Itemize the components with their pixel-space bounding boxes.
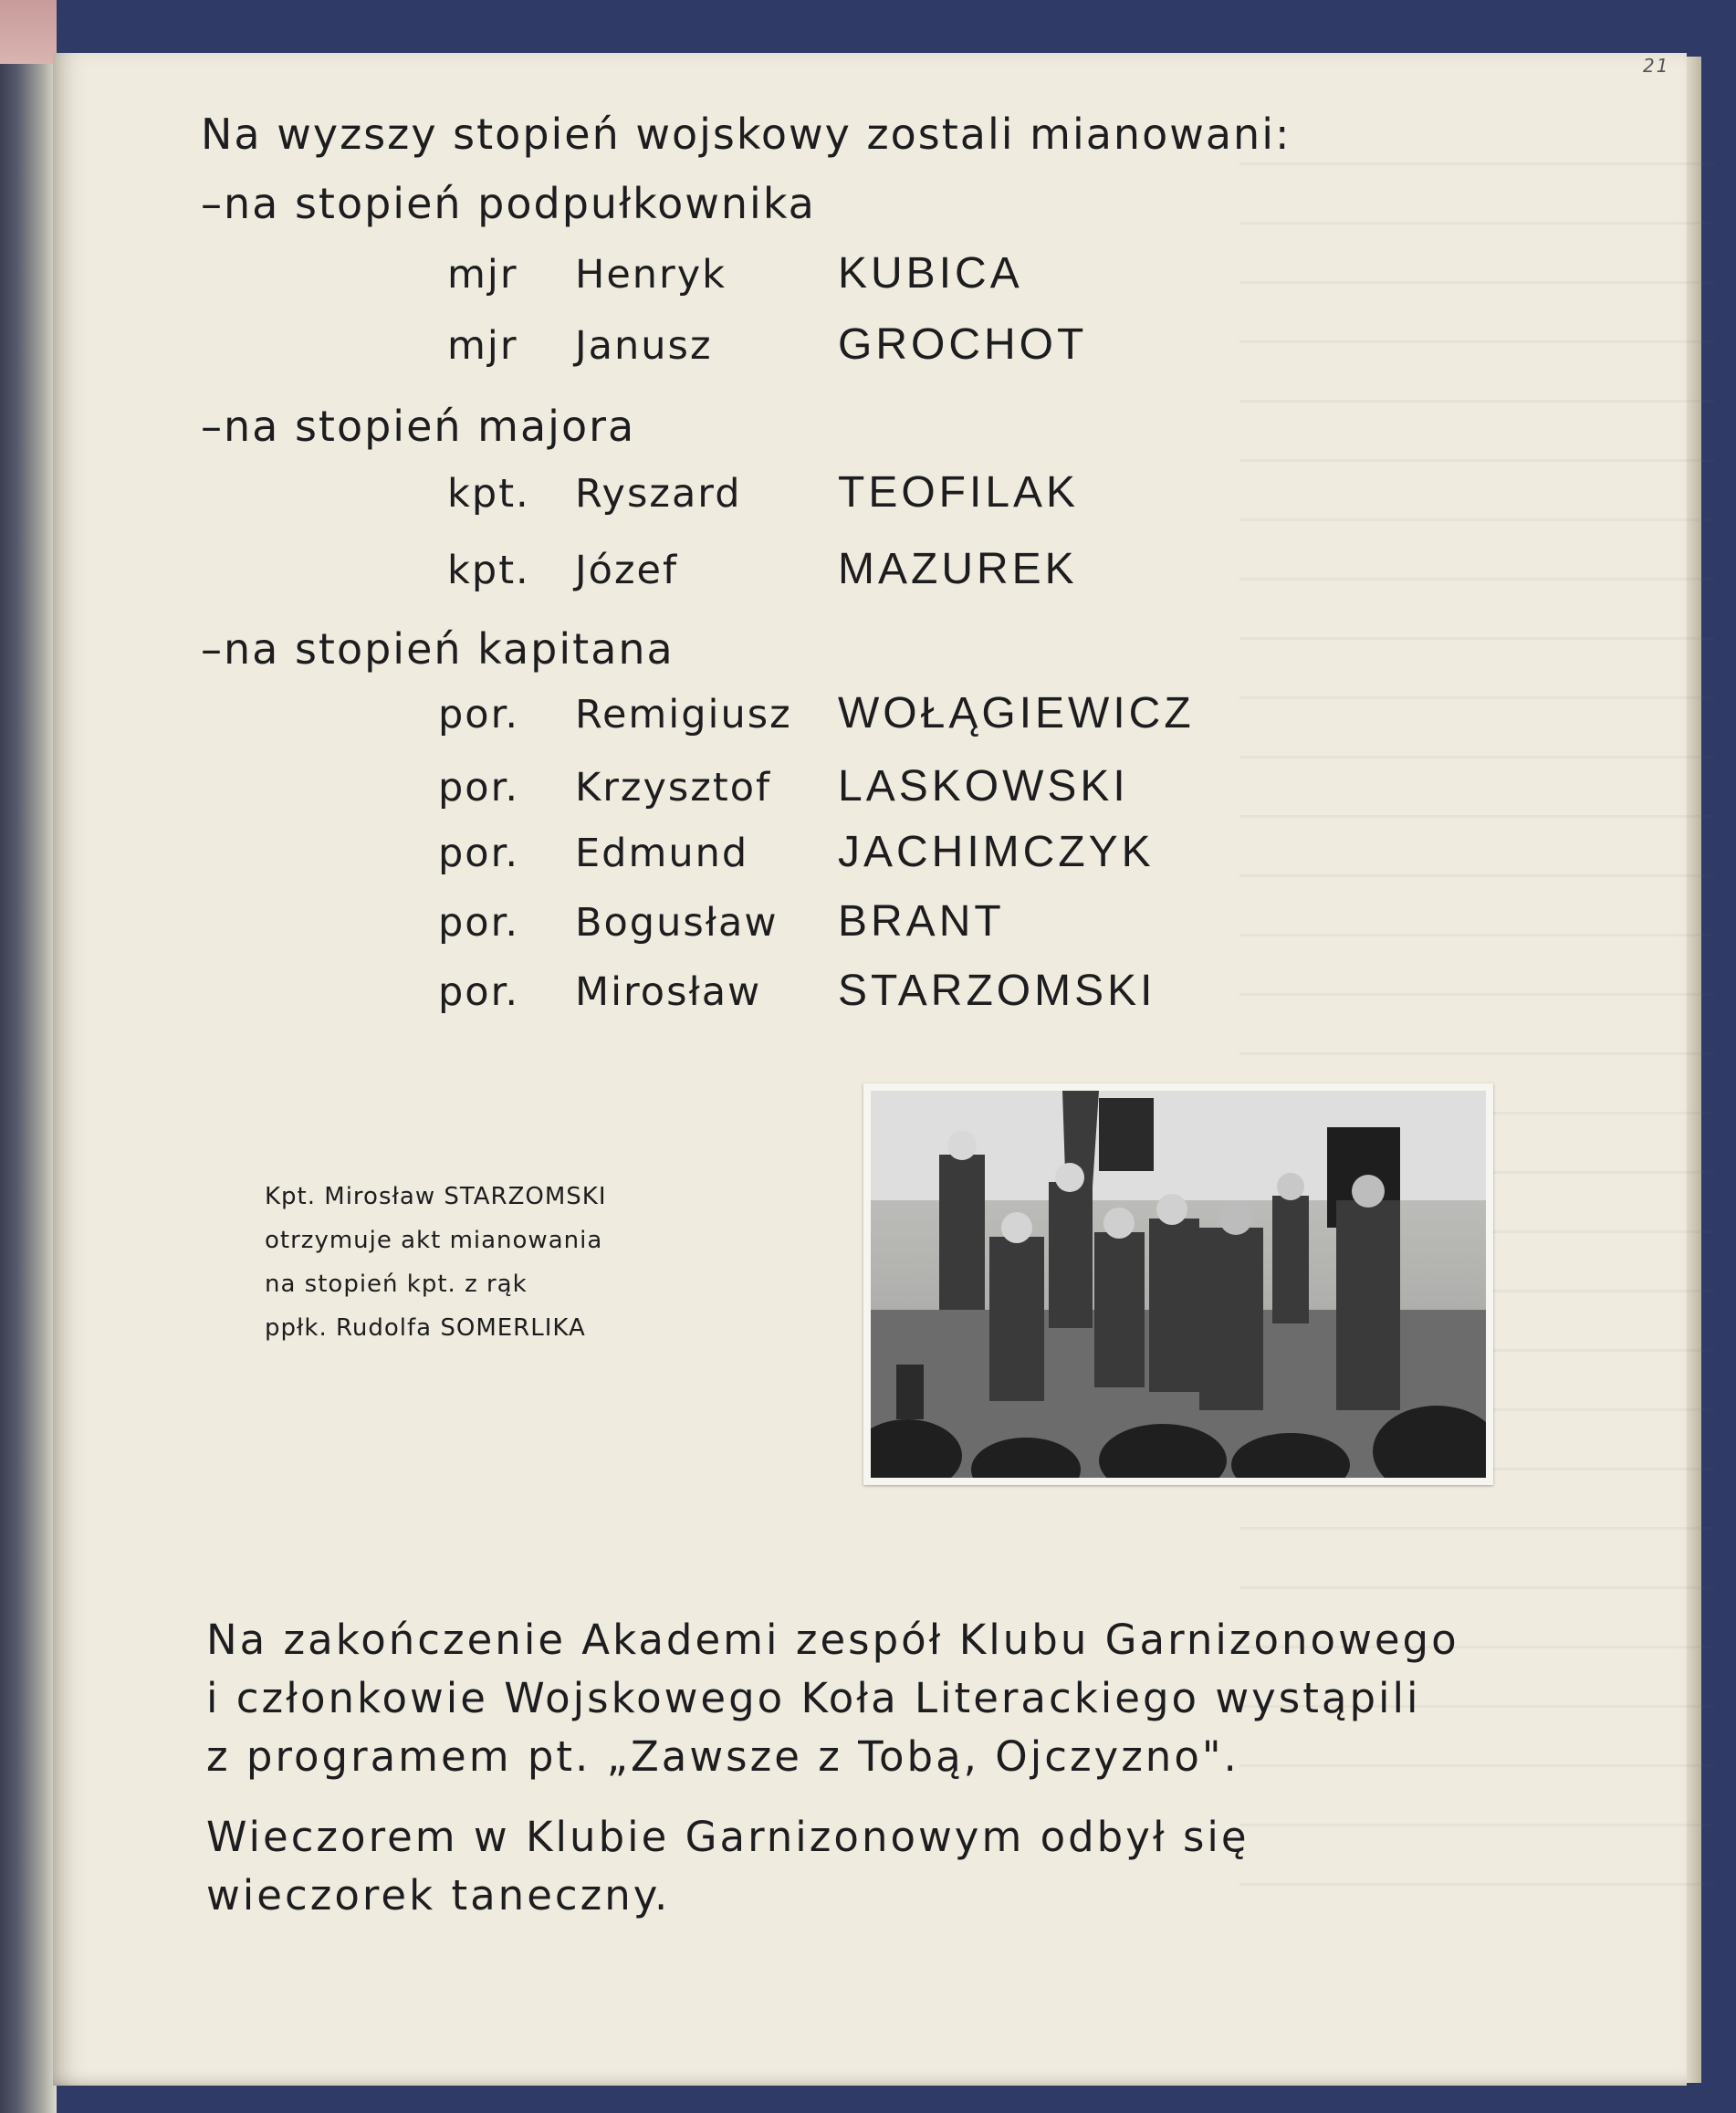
rank: mjr	[447, 323, 518, 369]
rank: kpt.	[447, 471, 530, 517]
rank: por.	[438, 831, 520, 876]
closing-line: i członkowie Wojskowego Koła Literackiego wystąpili	[206, 1674, 1421, 1722]
heading: Na wyzszy stopień wojskowy zostali mianowani:	[201, 110, 1292, 159]
first-name: Janusz	[575, 323, 713, 369]
surname: WOŁĄGIEWICZ	[838, 689, 1195, 737]
rank: por.	[438, 900, 520, 946]
album-page	[53, 53, 1687, 2086]
photo-illustration	[871, 1091, 1486, 1478]
caption-line: ppłk. Rudolfa SOMERLIKA	[265, 1314, 586, 1342]
group-label-major: –na stopień majora	[201, 402, 636, 451]
surname: MAZUREK	[838, 545, 1078, 593]
group-label-podpulkownik: –na stopień podpułkownika	[201, 179, 816, 228]
first-name: Remigiusz	[575, 692, 792, 737]
first-name: Ryszard	[575, 471, 742, 517]
rank: por.	[438, 765, 520, 811]
page-edge	[1687, 57, 1701, 2083]
surname: LASKOWSKI	[838, 762, 1129, 811]
first-name: Henryk	[575, 252, 727, 298]
closing-line: z programem pt. „Zawsze z Tobą, Ojczyzno".	[206, 1732, 1239, 1781]
surname: JACHIMCZYK	[838, 828, 1155, 876]
photo-image	[871, 1091, 1486, 1478]
rank: kpt.	[447, 548, 530, 593]
surname: BRANT	[838, 897, 1005, 946]
caption-line: Kpt. Mirosław STARZOMSKI	[265, 1183, 607, 1210]
rank: por.	[438, 969, 520, 1015]
binding-spine-top	[0, 0, 57, 64]
surname: GROCHOT	[838, 320, 1088, 369]
first-name: Mirosław	[575, 969, 762, 1015]
group-label-kapitan: –na stopień kapitana	[201, 624, 675, 674]
surname: KUBICA	[838, 249, 1023, 298]
caption-line: otrzymuje akt mianowania	[265, 1227, 603, 1254]
surname: TEOFILAK	[838, 468, 1080, 517]
caption-line: na stopień kpt. z rąk	[265, 1271, 528, 1298]
book-binding	[0, 0, 57, 2113]
surname: STARZOMSKI	[838, 967, 1156, 1015]
rank: mjr	[447, 252, 518, 298]
first-name: Edmund	[575, 831, 749, 876]
first-name: Józef	[575, 548, 679, 593]
first-name: Bogusław	[575, 900, 779, 946]
closing-line: wieczorek taneczny.	[206, 1871, 671, 1919]
rank: por.	[438, 692, 520, 737]
first-name: Krzysztof	[575, 765, 772, 811]
page-number: 21	[1643, 55, 1670, 77]
closing-line: Wieczorem w Klubie Garnizonowym odbył się	[206, 1813, 1250, 1861]
closing-line: Na zakończenie Akademi zespół Klubu Garnizonowego	[206, 1616, 1459, 1664]
ceremony-photo	[863, 1083, 1493, 1485]
